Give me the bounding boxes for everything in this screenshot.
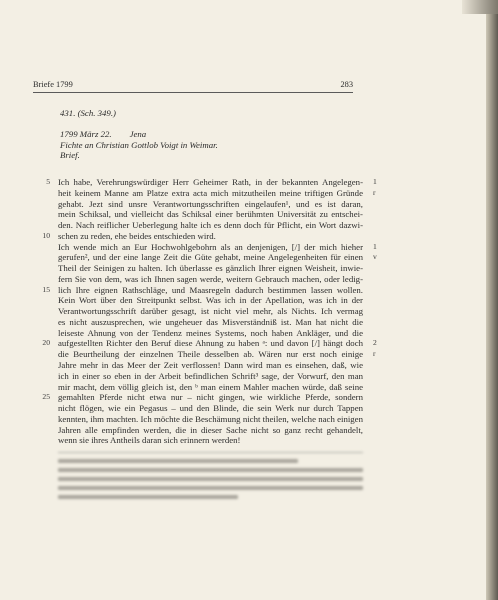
letter-type: Brief. — [60, 150, 80, 161]
text-line — [58, 263, 363, 274]
line-text: fern Sie von dem, was ich Ihnen sagen werde, weitern Gebrauch machen, oder ledig- — [58, 273, 363, 284]
text-line — [58, 382, 363, 393]
folio-marker: 1 r — [373, 177, 377, 197]
text-line — [58, 371, 363, 382]
text-line — [58, 274, 363, 285]
footnote-line — [58, 477, 363, 481]
text-line — [58, 403, 363, 414]
line-text: die Beurtheilung der einzelnen Theile desselben ab. Wären nur erst noch einige — [58, 349, 363, 360]
line-text: wenn sie ihres Antheils daran sich erinnern werden! — [58, 435, 241, 446]
page-number: 283 — [340, 80, 353, 89]
text-line — [42, 284, 363, 296]
letter-date-line — [60, 129, 360, 140]
text-line — [58, 306, 363, 317]
line-text: Verantwortungsschrift darüber gesagt, ist nicht viel mehr, als Nichts. Ich vermag — [58, 306, 363, 317]
text-line — [58, 209, 363, 220]
running-title: Briefe 1799 — [33, 80, 73, 89]
text-line — [58, 425, 363, 436]
line-text: aufgestellten Richter den Beruf diese Ahnung zu haben ᵃ: und davon [/] hängt doch — [58, 338, 363, 349]
line-text: nicht flögen, wie ein Pegasus – und den Blinde, die sein Werk nur durch Tappen — [58, 403, 363, 414]
footnotes-blurred — [58, 452, 363, 504]
text-line — [58, 199, 363, 210]
line-text: gehabt. Jezt sind unsre Verantwortungsschriften eingelaufen¹, und es ist daran, — [58, 198, 363, 209]
footnote-line — [58, 495, 238, 499]
line-text: schen zu reden, ehe beides entschieden wird. — [58, 230, 216, 241]
line-text: gemahlten Pferde nicht etwa nur – nicht gingen, wie wirkliche Pferde, sondern — [58, 392, 363, 403]
line-text: Ich wende mich an Eur Hochwohlgebohrn als an denjenigen, [/] der mich hieher — [58, 241, 363, 252]
line-text: leiseste Ahnung von der Tendenz meines Systems, noch haben Ankläger, und die — [58, 327, 363, 338]
running-header — [33, 80, 353, 89]
line-text: gerufen², und der eine lange Zeit die Güte gehabt, meine Angelegenheiten für einen — [58, 252, 363, 263]
text-line — [58, 317, 363, 328]
text-line — [58, 252, 363, 263]
line-number: 5 — [46, 177, 50, 186]
line-text: lich Ihre eignen Rathschläge, und Maasregeln dadurch bestimmen lassen wollen. — [58, 284, 363, 295]
letter-date: 1799 März 22. — [60, 128, 112, 139]
line-text: mein Schiksal, und vielleicht das Schiksal einer berühmten Universität zu entschei- — [58, 209, 363, 220]
line-text: kennten, ihm machten. Ich möchte die Beschämung nicht theilen, welche nach einigen — [58, 413, 363, 424]
line-text: Ich habe, Verehrungswürdiger Herr Geheimer Rath, in der bekannten Angelegen- — [58, 177, 363, 187]
book-spine — [486, 0, 498, 600]
line-number: 10 — [42, 230, 50, 240]
letter-body — [42, 177, 377, 446]
line-number: 25 — [42, 392, 50, 402]
folio-marker: 1 v — [373, 241, 377, 262]
text-line — [58, 349, 363, 360]
line-text: Kein Wort über den Streitpunkt selbst. Was ich in der Apellation, was ich in der — [58, 295, 363, 306]
page-corner — [462, 0, 498, 14]
line-text: Jahre mehr in das Meer der Zeit verflossen! Dann wird man es einsehen, daß, wie — [58, 360, 363, 371]
folio-marker: 2 r — [373, 338, 377, 359]
footnote-line — [58, 459, 298, 463]
text-line — [58, 328, 363, 339]
line-text: Theil der Seinigen zu halten. Ich überlasse es gänzlich Ihrer eignen Weisheit, inwie- — [58, 263, 363, 274]
text-line — [58, 220, 363, 231]
line-number: 20 — [42, 338, 50, 348]
line-number: 15 — [42, 284, 50, 294]
footnote-line — [58, 486, 363, 490]
line-text: es nicht auszusprechen, wie ungeheuer das Misverständniß ist. Man hat nicht die — [58, 316, 363, 327]
footnote-line — [58, 468, 363, 472]
text-line — [42, 230, 363, 242]
letter-addressee: Fichte an Christian Gottlob Voigt in Weimar. — [60, 139, 218, 150]
letter-info — [60, 108, 360, 161]
text-line — [58, 435, 363, 446]
header-rule — [33, 92, 353, 93]
footnote-rule — [58, 452, 363, 453]
line-text: ich in einer so eben in der Arbeit befindlichen Schrift³ sage, der Vorwurf, den man — [58, 370, 363, 381]
line-text: heit keinem Manne am Platze extra acta mich mitzutheilen meine triftigen Gründe — [58, 187, 363, 198]
line-text: mir macht, dem völlig gleich ist, den ᵇ man einem Mahler machen würde, daß seine — [58, 381, 363, 392]
letter-place: Jena — [129, 128, 147, 139]
text-line — [58, 360, 363, 371]
text-line — [58, 188, 363, 199]
text-line — [58, 414, 363, 425]
line-text: Jahren alle empfinden werden, die in dieser Sache nicht so ganz recht gehandelt, — [58, 424, 363, 435]
line-text: den. Nach reiflicher Ueberlegung halte ich es denn doch für Pflicht, ein Wort dazwi- — [58, 220, 363, 231]
letter-number: 431. (Sch. 349.) — [60, 108, 116, 118]
text-line — [58, 295, 363, 306]
text-line — [42, 392, 363, 403]
